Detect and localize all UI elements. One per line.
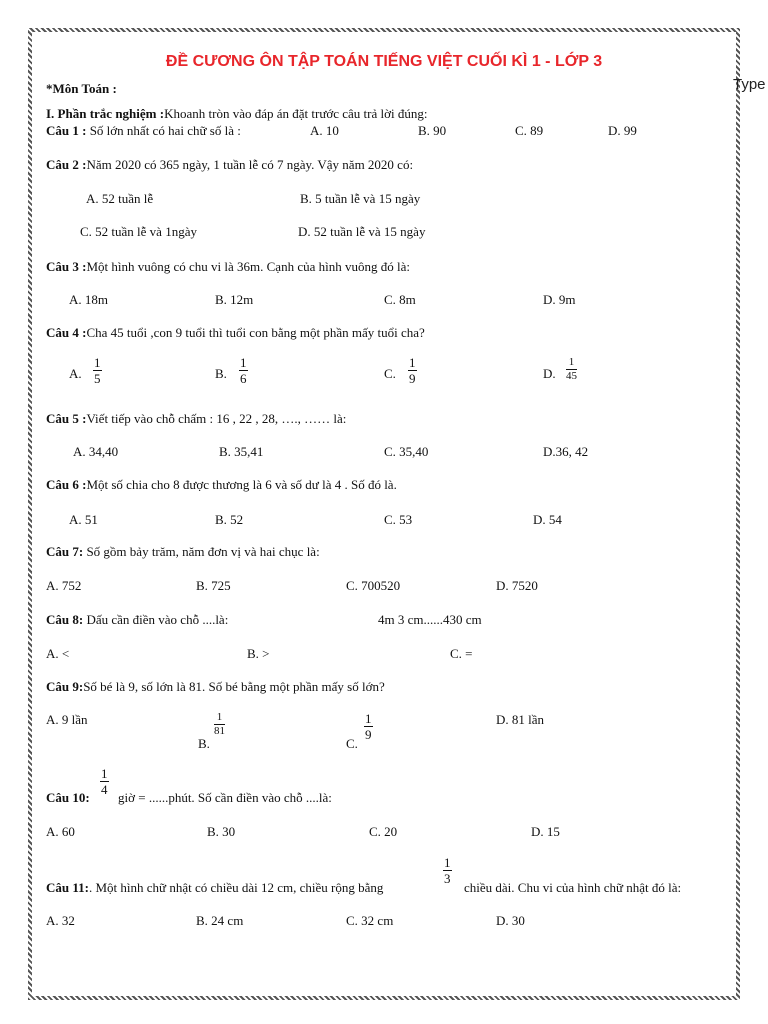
q11-text-before: . Một hình chữ nhật có chiều dài 12 cm, chiều rộng bằng: [88, 880, 384, 895]
fraction-numerator: 1: [365, 711, 372, 726]
q7-option-a[interactable]: A. 752: [46, 578, 82, 593]
fraction-denominator: 45: [566, 370, 577, 382]
q4-option-d-letter[interactable]: D.: [543, 366, 556, 381]
q7-option-c[interactable]: C. 700520: [346, 578, 401, 593]
fraction-denominator: 5: [94, 371, 101, 386]
q1-option-d[interactable]: D. 99: [608, 123, 637, 138]
q1-text: Số lớn nhất có hai chữ số là :: [89, 123, 241, 138]
q10-option-d[interactable]: D. 15: [531, 824, 560, 839]
q2-label: Câu 2 :: [46, 157, 87, 172]
q11-question: [46, 880, 383, 896]
q4-option-a-fraction[interactable]: [93, 356, 102, 385]
section-label: I. Phần trắc nghiệm :: [46, 106, 165, 121]
q2-option-a[interactable]: A. 52 tuần lễ: [86, 191, 154, 206]
fraction-numerator: 1: [101, 766, 108, 781]
subject-heading: *Môn Toán :: [46, 81, 117, 96]
q4-label: Câu 4 :: [46, 325, 87, 340]
q2-text: Năm 2020 có 365 ngày, 1 tuần lễ có 7 ngày. Vậy năm 2020 có:: [86, 157, 414, 172]
q4-option-c-letter[interactable]: C.: [384, 366, 396, 381]
q6-option-a[interactable]: A. 51: [69, 512, 98, 527]
q6-text: Một số chia cho 8 được thương là 6 và số dư là 4 . Số đó là.: [86, 477, 397, 492]
q3-question: [46, 259, 410, 275]
q2-option-c[interactable]: C. 52 tuần lễ và 1ngày: [80, 224, 197, 239]
q5-option-b[interactable]: B. 35,41: [219, 444, 264, 459]
q1-label: Câu 1 :: [46, 123, 87, 138]
q5-question: [46, 411, 346, 427]
q8-option-a[interactable]: A. <: [46, 646, 70, 661]
q10-label: Câu 10:: [46, 790, 90, 805]
fraction-denominator: 4: [101, 782, 108, 797]
q10-option-a[interactable]: A. 60: [46, 824, 75, 839]
q11-fraction: [443, 856, 452, 885]
q5-option-d[interactable]: D.36, 42: [543, 444, 589, 459]
q7-option-d[interactable]: D. 7520: [496, 578, 538, 593]
q1-question: [46, 123, 241, 139]
q11-label: Câu 11:: [46, 880, 89, 895]
q9-option-a[interactable]: A. 9 lần: [46, 712, 88, 727]
q3-option-c[interactable]: C. 8m: [384, 292, 416, 307]
q6-option-d[interactable]: D. 54: [533, 512, 562, 527]
q6-question: [46, 477, 397, 493]
section-heading: [46, 106, 427, 122]
q8-option-c[interactable]: C. =: [450, 646, 473, 661]
q4-option-b-letter[interactable]: B.: [215, 366, 227, 381]
q4-option-a-letter[interactable]: A.: [69, 366, 82, 381]
q7-label: Câu 7:: [46, 544, 84, 559]
q11-option-c[interactable]: C. 32 cm: [346, 913, 394, 928]
q2-question: [46, 157, 413, 173]
q7-text: Số gồm bảy trăm, năm đơn vị và hai chục là:: [86, 544, 320, 559]
fraction-numerator: 1: [240, 355, 247, 370]
q4-option-c-fraction[interactable]: [408, 356, 417, 385]
q9-option-c-fraction[interactable]: [364, 712, 373, 741]
q6-label: Câu 6 :: [46, 477, 87, 492]
side-text: Type: [733, 76, 766, 93]
q6-option-c[interactable]: C. 53: [384, 512, 413, 527]
q11-option-b[interactable]: B. 24 cm: [196, 913, 244, 928]
q3-label: Câu 3 :: [46, 259, 87, 274]
page-title: ĐỀ CƯƠNG ÔN TẬP TOÁN TIẾNG VIỆT CUỐI KÌ 1 - LỚP 3: [165, 53, 603, 70]
q8-expression: 4m 3 cm......430 cm: [378, 612, 482, 627]
q11-option-a[interactable]: A. 32: [46, 913, 75, 928]
fraction-numerator: 1: [409, 355, 416, 370]
q2-option-d[interactable]: D. 52 tuần lễ và 15 ngày: [298, 224, 426, 239]
q11-option-d[interactable]: D. 30: [496, 913, 525, 928]
q10-option-c[interactable]: C. 20: [369, 824, 398, 839]
q3-option-d[interactable]: D. 9m: [543, 292, 576, 307]
q8-option-b[interactable]: B. >: [247, 646, 270, 661]
q9-option-b-fraction[interactable]: [214, 712, 225, 737]
q3-text: Một hình vuông có chu vi là 36m. Cạnh của hình vuông đó là:: [86, 259, 410, 274]
q5-label: Câu 5 :: [46, 411, 87, 426]
q1-option-b[interactable]: B. 90: [418, 123, 447, 138]
fraction-numerator: 1: [216, 711, 223, 723]
q9-question: [46, 679, 385, 695]
q3-option-a[interactable]: A. 18m: [69, 292, 108, 307]
q7-question: [46, 544, 320, 560]
q9-label: Câu 9:: [46, 679, 84, 694]
fraction-numerator: 1: [444, 855, 451, 870]
q8-text: Dấu cần điền vào chỗ ....là:: [86, 612, 229, 627]
fraction-denominator: 6: [240, 371, 247, 386]
q4-option-d-fraction[interactable]: [566, 357, 577, 382]
q9-option-d[interactable]: D. 81 lần: [496, 712, 545, 727]
q4-question: [46, 325, 425, 341]
q6-option-b[interactable]: B. 52: [215, 512, 244, 527]
q1-option-c[interactable]: C. 89: [515, 123, 544, 138]
q5-option-a[interactable]: A. 34,40: [73, 444, 119, 459]
fraction-denominator: 9: [365, 727, 372, 742]
q5-text: Viết tiếp vào chỗ chấm : 16 , 22 , 28, …., …… là:: [86, 411, 347, 426]
q8-label: Câu 8:: [46, 612, 84, 627]
fraction-denominator: 9: [409, 371, 416, 386]
fraction-denominator: 81: [214, 725, 225, 737]
q10-option-b[interactable]: B. 30: [207, 824, 236, 839]
section-text: Khoanh tròn vào đáp án đặt trước câu trả lời đúng:: [164, 106, 428, 121]
q1-option-a[interactable]: A. 10: [310, 123, 339, 138]
q7-option-b[interactable]: B. 725: [196, 578, 231, 593]
q10-text: giờ = ......phút. Số cần điền vào chỗ ....là:: [118, 790, 332, 805]
q9-option-b-letter[interactable]: B.: [198, 736, 210, 751]
q3-option-b[interactable]: B. 12m: [215, 292, 254, 307]
q11-text-after: chiều dài. Chu vi của hình chữ nhật đó là:: [464, 880, 682, 895]
fraction-numerator: 1: [568, 356, 575, 368]
fraction-denominator: 3: [444, 871, 451, 886]
q9-text: Số bé là 9, số lớn là 81. Số bé bằng một phần mấy số lớn?: [83, 679, 385, 694]
q8-question: [46, 612, 228, 628]
q4-option-b-fraction[interactable]: [239, 356, 248, 385]
fraction-numerator: 1: [94, 355, 101, 370]
q2-option-b[interactable]: B. 5 tuần lễ và 15 ngày: [300, 191, 421, 206]
q10-fraction: [100, 767, 109, 796]
q4-text: Cha 45 tuổi ,con 9 tuổi thì tuổi con bằng một phần mấy tuổi cha?: [86, 325, 425, 340]
q5-option-c[interactable]: C. 35,40: [384, 444, 429, 459]
q9-option-c-letter[interactable]: C.: [346, 736, 358, 751]
